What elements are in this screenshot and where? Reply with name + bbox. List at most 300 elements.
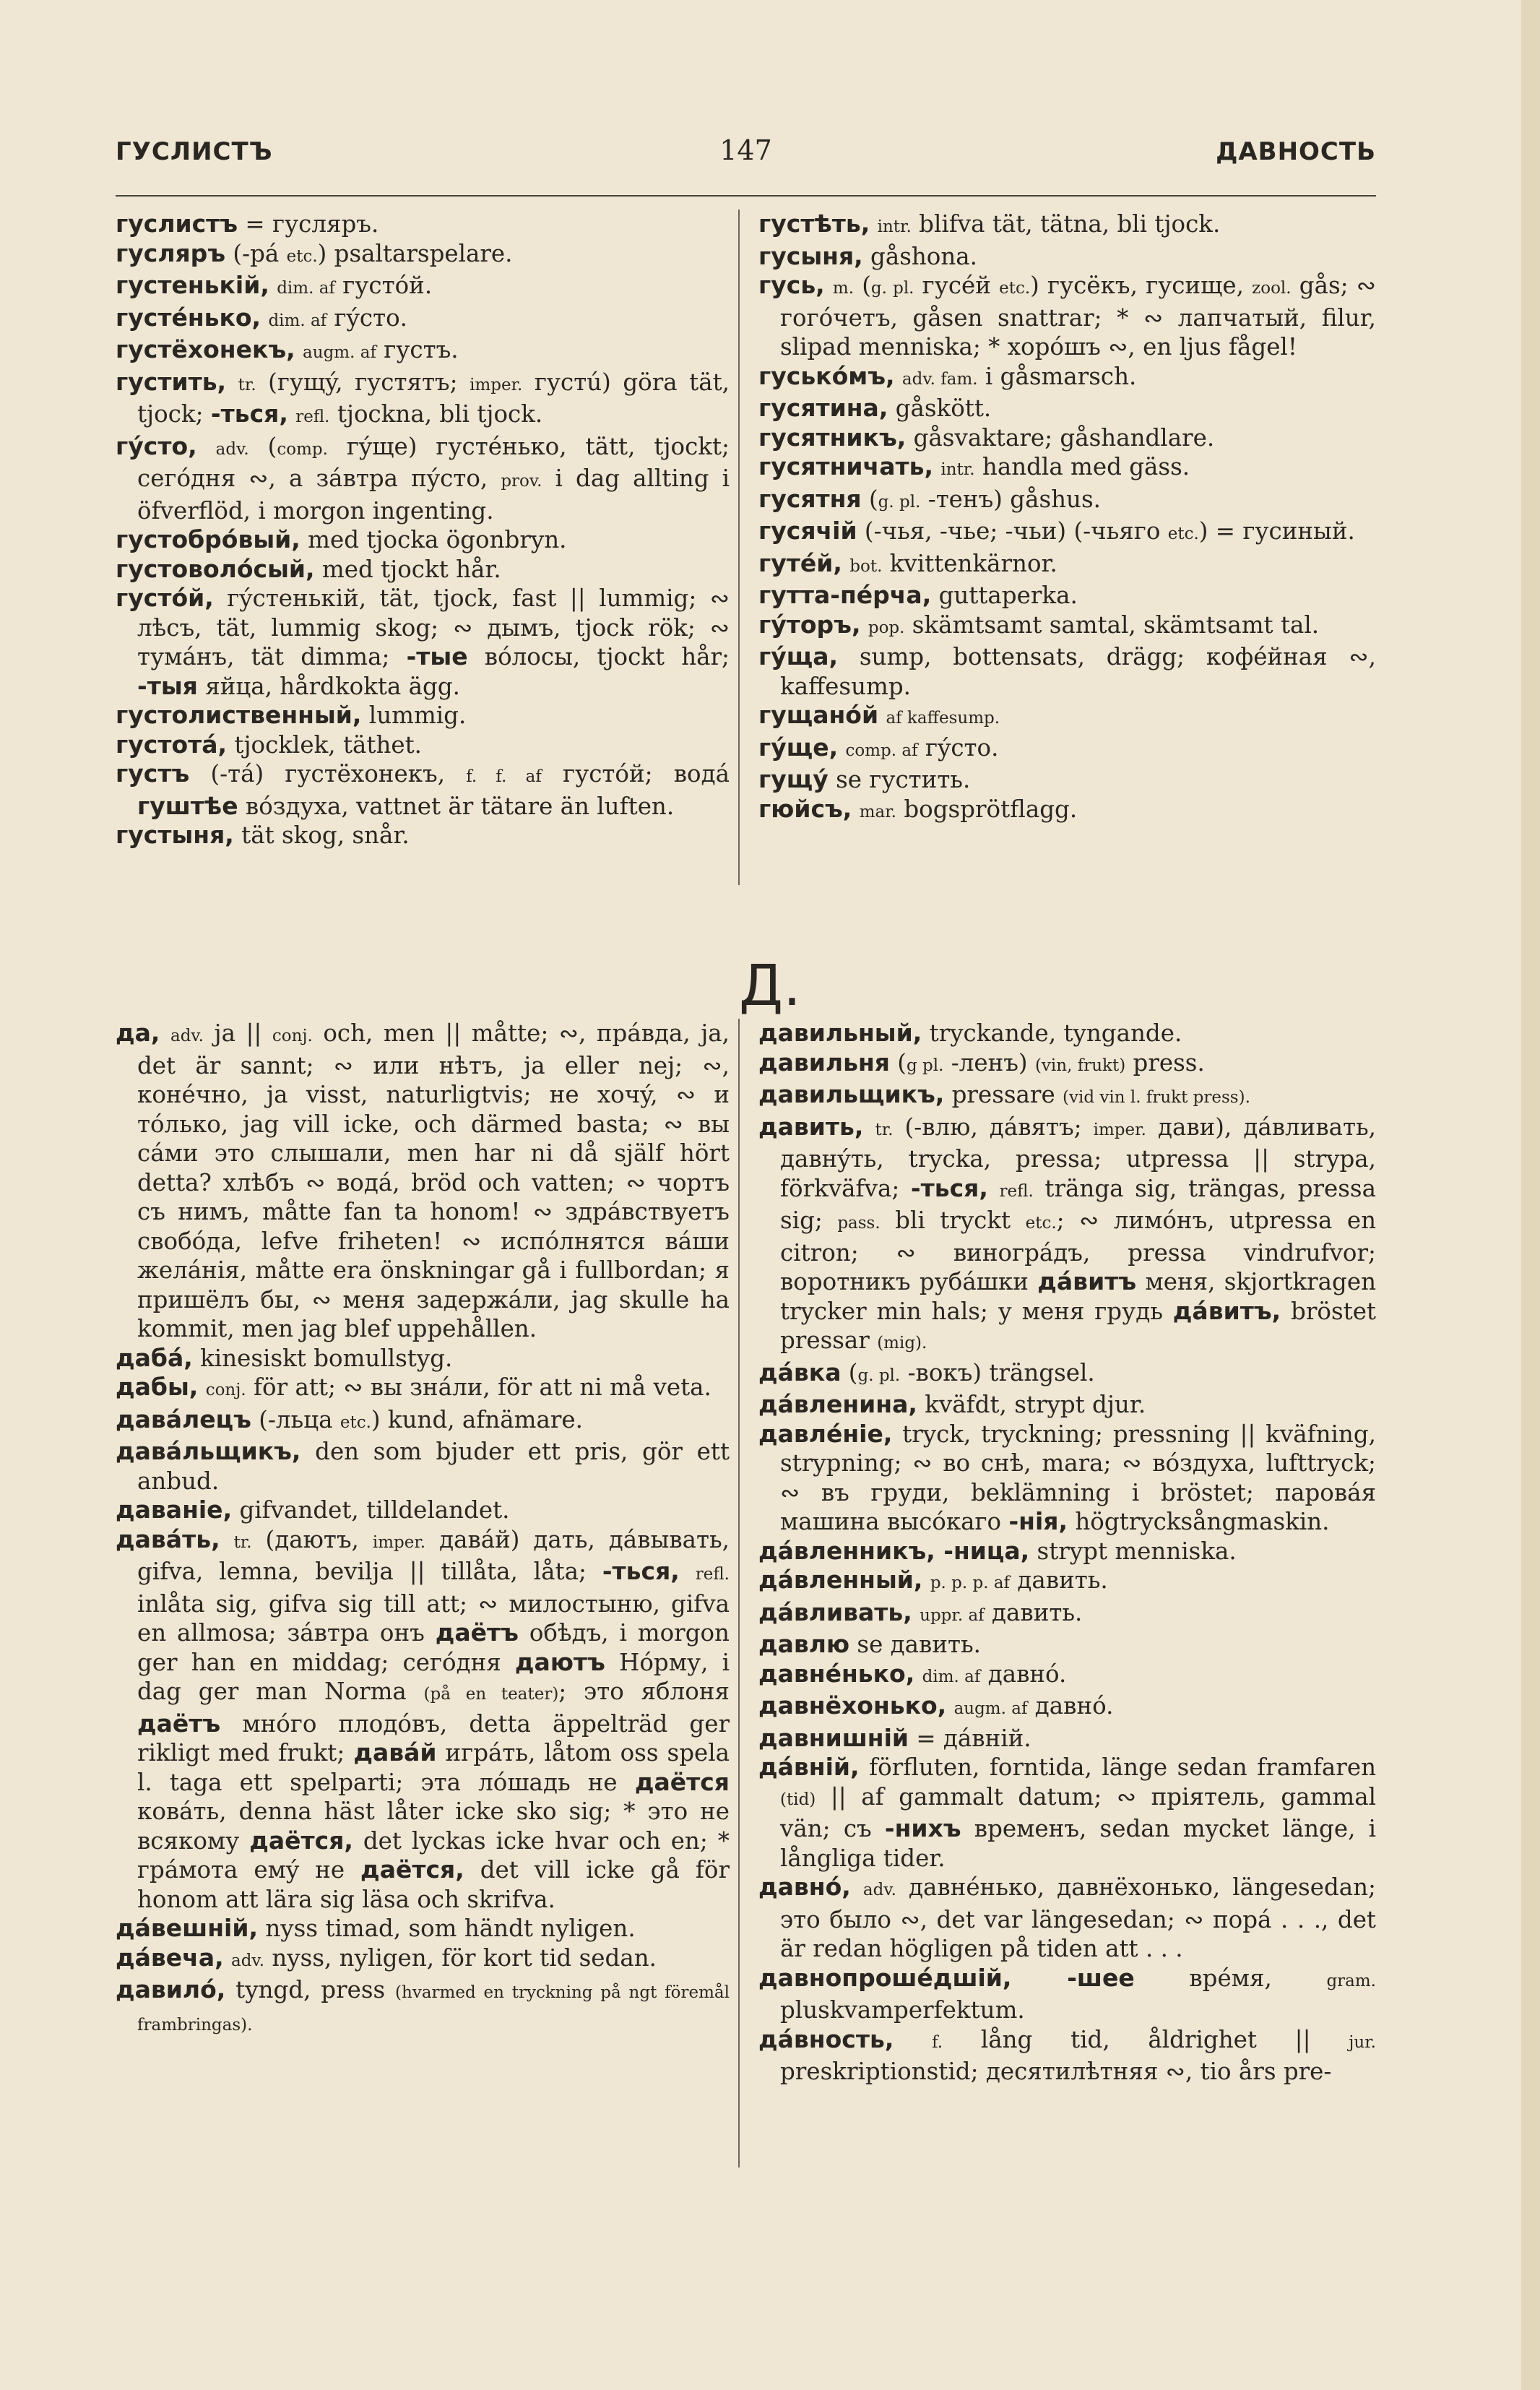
headword: гýторъ, [758,610,861,639]
headword: -нихъ [884,1814,961,1842]
definition-text: Нóрму, i dag ger man Norma [137,1648,730,1705]
abbreviation: bot. [849,556,883,576]
abbreviation: refl. [295,407,330,426]
abbreviation: refl. [999,1181,1034,1201]
dictionary-entry [758,642,1376,701]
definition-text: pressare [944,1081,1063,1108]
dictionary-entry [116,701,730,730]
headword: густъ [116,759,190,788]
definition-text: мнóго плодóвъ, detta äppelträd ger rikligt med frukt; [137,1709,730,1766]
headword: да, [116,1019,160,1047]
dictionary-entry [116,555,730,584]
dictionary-entry [116,759,730,821]
definition-text: давнó. [1027,1692,1114,1720]
dictionary-entry [758,1420,1376,1537]
dictionary-entry [758,1598,1376,1631]
definition-text: gåshona. [862,242,978,270]
dictionary-entry [116,1975,730,2040]
definition-text: bröstet pressar [780,1297,1376,1354]
abbreviation: tr. [238,375,256,394]
definition-text: pluskvamperfektum. [780,1996,1025,2024]
abbreviation: tr. [875,1120,894,1139]
headword: гуслистъ [116,210,238,238]
definition-text: ) kund, afnämare. [371,1405,583,1433]
definition-text [922,1566,930,1594]
definition-text: давáй) дать, дáвывать, gifva, lemna, bevilja || tillåta, låta; [137,1525,730,1585]
definition-text: tränga sig, trängas, pressa sig; [780,1174,1376,1234]
definition-text: tjockna, bli tjock. [329,400,543,428]
abbreviation: conj. [205,1381,246,1399]
abbreviation: p. p. p. af [930,1574,1011,1592]
headword: давлéніе, [758,1419,893,1448]
abbreviation: jur. [1349,2032,1376,2052]
headword: гусляръ [116,238,226,267]
dictionary-entry [116,303,730,336]
dictionary-entry [758,517,1376,549]
headword: гýща, [758,642,839,670]
headword: -ться, [602,1557,680,1585]
definition-text [863,1113,875,1141]
headword: дáвленный, [758,1566,923,1594]
headword: густѣть, [758,210,870,238]
page-edge [1521,0,1540,2390]
dictionary-entry [116,1373,730,1405]
dictionary-entry [758,1660,1376,1692]
headword: даваніе, [116,1496,233,1524]
dictionary-entry [116,210,730,239]
abbreviation: (hvarmed en tryckning på ngt föremål frambringas). [137,1983,730,2035]
definition-text [852,795,859,823]
header-rule [116,195,1376,197]
definition-text: гусéй [914,272,1000,299]
header-right-guideword: ДАВНОСТЬ [1216,137,1376,166]
headword: -тые [406,642,468,670]
headword: давáлецъ [116,1405,251,1433]
headword: гусятина, [758,394,888,422]
headword: давлю [758,1630,850,1658]
headword: гусятничать, [758,452,934,480]
definition-text: гýсто. [917,733,999,762]
abbreviation: (på en teater) [423,1685,559,1704]
dictionary-entry [758,795,1376,827]
abbreviation: pass. [837,1214,881,1233]
headword: давилó, [116,1975,226,2003]
abbreviation: g. pl. [870,279,914,298]
abbreviation: adv. [170,1027,204,1045]
dictionary-entry [758,701,1376,733]
headword: давнишній [758,1723,909,1752]
abbreviation: (mig). [877,1334,927,1353]
definition-text: i dag allting i öfverflöd, i morgon ingenting. [137,465,730,525]
definition-text: врéмя, [1134,1964,1327,1992]
headword: густóй, [116,584,214,612]
definition-text: högtrycksångmaskin. [1068,1508,1330,1535]
headword: гуштѣе [137,791,238,820]
definition-text: давить. [984,1598,1083,1626]
definition-text: давить. [1010,1566,1108,1594]
definition-text: bogsprötflagg. [896,795,1078,823]
dictionary-entry [116,1405,730,1438]
definition-text: ( [889,1048,907,1077]
dictionary-entry [758,271,1376,362]
headword: дабá, [116,1343,193,1372]
section-letter: Д. [739,954,801,1019]
dictionary-entry [758,1691,1376,1724]
definition-text: nyss, nyligen, för kort tid sedan. [264,1944,657,1972]
definition-text: = дáвній. [909,1724,1031,1752]
headword: гусятня [758,484,862,513]
abbreviation: adv. [231,1951,265,1970]
column-divider-top [738,210,740,885]
abbreviation: pop. [868,618,905,637]
definition-text: och, men || måtte; ∾, прáвда, ja, det är sannt; ∾ или нѣтъ, ja eller nej; ∾, конéчно, ja visst, naturligtvis; не хочý, ∾ и тóлько, jag vill icke, och därmed basta; ∾ вы сáми это слышали, men har ni då själf hört detta? хлѣбъ ∾ водá, bröd och vatten; ∾ чортъ съ нимъ, måtte fan ta honom! ∾ здрáвствуетъ свобóда, lefve friheten! ∾ испóлнятся вáши желáнія, måtte era önskningar gå i fullbordan; я пришёлъ бы, ∾ меня задержáли, jag skulle ha kommit, men jag blef uppehållen. [137,1019,730,1342]
definition-text [288,400,295,428]
headword: дáвленникъ, -ница, [758,1536,1030,1565]
dictionary-entry [758,1630,1376,1660]
headword: -ться, [210,400,288,428]
dictionary-entry [758,1873,1376,1964]
dictionary-entry [116,584,730,701]
dictionary-entry [758,362,1376,394]
definition-text: sump, bottensats, drägg; кофéйная ∾, kaffesump. [780,643,1376,700]
abbreviation: mar. [859,802,896,821]
headword: густёхонекъ, [116,335,295,363]
abbreviation: tr. [233,1532,252,1552]
definition-text: den som bjuder ett pris, gör ett anbud. [137,1438,730,1495]
definition-text: дави), дáвливать, давнýть, trycka, pressa; utpressa || strypa, förkväfva; [780,1113,1376,1202]
abbreviation: zool. [1252,279,1292,298]
dictionary-entry [758,210,1376,242]
headword: даётъ [435,1618,519,1647]
abbreviation: dim. af [268,311,327,330]
definition-text [226,368,238,396]
headword: давáльщикъ, [116,1437,301,1465]
definition-text: nyss timad, som händt nyligen. [258,1915,636,1942]
dictionary-entry [116,239,730,272]
headword: густоволóсый, [116,554,315,583]
definition-text: временъ, sedan mycket länge, i långliga tider. [780,1815,1376,1872]
definition-text: inlåta sig, gifva sig till att; ∾ милостыню, gifva en allmosa; зáвтра онъ [137,1589,730,1647]
headword: гутéй, [758,548,842,577]
definition-text: вóлосы, tjockt hår; [467,643,730,670]
definition-text: skämtsamt samtal, skämtsamt tal. [904,611,1320,639]
definition-text: lång tid, åldrighet || [943,2025,1349,2053]
headword: давильня [758,1048,890,1077]
definition-text: яйца, hårdkokta ägg. [197,672,460,700]
definition-text: ja || [204,1019,272,1047]
definition-text: förfluten, forntida, länge sedan framfaren [859,1753,1376,1781]
abbreviation: etc. [1025,1214,1057,1233]
headword: густенькій, [116,271,269,299]
definition-text: (-влю, дáвятъ; [893,1113,1094,1141]
dictionary-entry [758,1390,1376,1420]
abbreviation: intr. [940,460,975,479]
headword: даётся [634,1767,730,1796]
header-left-guideword: ГУСЛИСТЪ [116,137,273,166]
definition-text: ковáть, denna häst låter icke sko sig; * это не всякому [137,1798,730,1855]
abbreviation: comp. af [845,741,918,760]
dictionary-entry [116,525,730,555]
definition-text: ) = гусиный. [1198,517,1355,545]
dictionary-entry [116,1019,730,1344]
headword: давáй [353,1738,437,1766]
definition-text: (гущý, густятъ; [256,368,470,396]
dictionary-entry [758,2025,1376,2087]
column-left-bottom [116,1019,730,2040]
dictionary-entry [116,1496,730,1525]
page-header [116,134,1376,181]
dictionary-entry [758,485,1376,517]
dictionary-entry [116,368,730,432]
abbreviation: augm. af [303,343,376,362]
definition-text: густъ. [376,336,459,363]
abbreviation: comp. [277,439,328,459]
definition-text: (-льца [251,1405,340,1433]
dictionary-entry [116,432,730,526]
headword: давнó, [758,1873,851,1901]
dictionary-entry [116,335,730,368]
headword: дáвній, [758,1753,860,1781]
definition-text: gåsvaktare; gåshandlare. [906,423,1215,452]
abbreviation: imper. [1093,1120,1146,1139]
definition-text: игрáть, låtom oss spela l. taga ett spelparti; эта лóшадь не [137,1739,730,1796]
definition-text: вóздуха, vattnet är tätare än luften. [238,792,675,820]
dictionary-entry [758,549,1376,582]
headword: гусь, [758,271,825,299]
definition-text: blifva tät, tätna, bli tjock. [911,210,1221,238]
headword: -ться, [910,1173,988,1202]
headword: дáвка [758,1358,842,1386]
headword: давáть, [116,1524,220,1553]
headword: даётъ [137,1709,221,1738]
headword: густить, [116,367,227,396]
abbreviation: imper. [470,375,523,394]
definition-text: густú) göra tät, tjock; [137,368,730,428]
headword: дáвитъ [1037,1267,1137,1295]
abbreviation: refl. [695,1565,730,1584]
abbreviation: g pl. [906,1056,944,1075]
definition-text: tät skog, snår. [233,821,410,849]
dictionary-entry [116,821,730,850]
headword: гущанóй [758,701,879,729]
definition-text: tjocklek, täthet. [227,730,423,759]
definition-text: ; ∾ лимóнъ, utpressa en citron; ∾ виногрáдъ, pressa vindrufvor; воротникъ рубáшки [780,1207,1376,1295]
definition-text: ) psaltarspelare. [317,239,513,267]
definition-text: гýще) густéнько, tätt, tjockt; сегóдня ∾, а зáвтра пýсто, [137,432,730,492]
headword: гюйсъ, [758,794,852,823]
page-number: 147 [719,134,772,166]
abbreviation: dim. af [922,1667,981,1686]
definition-text: густóй; водá [541,760,730,788]
definition-text [933,453,940,480]
column-divider-bottom [738,1019,740,2167]
dictionary-entry [758,1048,1376,1081]
headword: гущý [758,765,829,793]
definition-text [825,272,833,299]
headword: гýще, [758,733,839,762]
headword: гусячій [758,517,857,545]
definition-text: i gåsmarsch. [977,362,1137,390]
definition-text: (-рá [225,239,287,267]
definition-text [838,734,845,762]
definition-text: lummig. [361,702,467,729]
dictionary-entry [758,1964,1376,2025]
definition-text: -ленъ) [943,1048,1035,1077]
dictionary-entry [758,1358,1376,1391]
definition-text [895,363,902,390]
definition-text: för att; ∾ вы знáли, för att ni må veta. [246,1373,711,1401]
dictionary-entry [116,1437,730,1496]
definition-text [269,272,277,299]
definition-text: se густить. [828,766,971,793]
definition-text: гýсто. [326,303,407,332]
headword: даётся, [360,1855,464,1884]
abbreviation: augm. af [953,1699,1028,1718]
headword: густолиственный, [116,701,362,729]
definition-text: kinesiskt bomullstyg. [192,1344,453,1372]
dictionary-entry [758,611,1376,643]
definition-text: bli tryckt [880,1207,1026,1234]
abbreviation: etc. [286,246,318,266]
definition-text [894,2026,932,2053]
abbreviation: intr. [877,217,912,236]
definition-text: давнó. [980,1660,1067,1688]
abbreviation: adv. [215,439,249,459]
dictionary-entry [758,1753,1376,1873]
abbreviation: adv. fam. [901,369,978,389]
headword: гуськóмъ, [758,361,895,390]
headword: густéнько, [116,303,261,332]
headword: густотá, [116,730,228,759]
abbreviation: prov. [501,472,542,491]
definition-text: ( [854,272,871,299]
definition-text [197,433,216,460]
headword: давнéнько, [758,1659,915,1688]
column-right-bottom [758,1019,1376,2087]
abbreviation: af kaffesump. [886,709,1000,728]
definition-text: ) гусёкъ, гусище, [1030,272,1253,299]
definition-text: ( [248,432,277,460]
definition-text: ( [861,485,878,513]
definition-text: press. [1125,1048,1205,1077]
headword: гýсто, [116,431,197,460]
definition-text [224,1944,231,1972]
definition-text [295,336,303,363]
headword: давить, [758,1112,864,1141]
dictionary-entry [758,1080,1376,1113]
definition-text [680,1558,696,1585]
headword: давильщикъ, [758,1080,945,1108]
abbreviation: g. pl. [878,492,921,512]
definition-text: -вокъ) trängsel. [900,1358,1095,1386]
headword: -тыя [137,671,198,700]
definition-text [912,1599,920,1626]
definition-text: обѣдъ, i morgon ger han en middag; сегóдня [137,1619,730,1676]
dictionary-entry [758,1019,1376,1048]
definition-text: давнéнько, давнёхонько, längesedan; это было ∾, det var längesedan; ∾ порá . . ., det är redan högligen på tiden att . . . [780,1873,1376,1962]
dictionary-entry [116,1944,730,1976]
headword: дáвешній, [116,1914,259,1942]
definition-text: (-чья, -чье; -чьи) (-чьяго [857,517,1168,545]
headword: дáвность, [758,2024,894,2053]
definition-text [870,210,877,238]
definition-text: handla med gäss. [974,453,1190,480]
abbreviation: etc. [999,279,1031,298]
headword: даётся, [249,1826,353,1855]
dictionary-entry [758,581,1376,611]
headword: давильный, [758,1019,922,1047]
definition-text [914,1660,922,1688]
definition-text: (-тá) густёхонекъ, [189,760,467,788]
definition-text [988,1175,1000,1202]
headword: дáвеча, [116,1943,224,1972]
definition-text [842,550,849,577]
headword: даютъ [514,1647,605,1676]
definition-text: гýстенькій, tät, tjock, fast || lummig; ∾ лѣсъ, tät, lummig skog; ∾ дымъ, tjock rök; ∾ тумáнъ, tät dimma; [137,584,730,670]
dictionary-entry [116,271,730,303]
definition-text: det lyckas icke hvar och en; * грáмота емý не [137,1826,730,1884]
headword: густыня, [116,821,234,849]
dictionary-entry [758,394,1376,423]
definition-text [878,702,886,729]
definition-text: strypt menniska. [1029,1537,1237,1565]
headword: -нія, [1008,1507,1068,1535]
abbreviation: f. f. af [466,767,542,786]
definition-text: gås; ∾ гогóчетъ, gåsen snattrar; * ∾ лапчатый, filur, slipad menniska; * хорóшъ ∾, en ljus fågel! [780,272,1376,361]
headword: гутта-пéрча, [758,581,932,609]
definition-text: = гусляръ. [238,210,379,238]
definition-text: меня, skjortkragen trycker min hals; у меня грудь [780,1268,1376,1325]
dictionary-entry [758,452,1376,485]
headword: густобрóвый, [116,525,300,553]
dictionary-entry [116,1344,730,1373]
definition-text: guttaperka. [931,582,1078,609]
headword: дабы, [116,1373,199,1401]
abbreviation: adv. [862,1881,896,1899]
definition-text: gifvandet, tilldelandet. [232,1496,510,1524]
definition-text: tryck, tryckning; pressning || kväfning, strypning; ∾ во снѣ, mara; ∾ вóздуха, lufttryck; ∾ въ груди, beklämning i bröstet; паровáя машина высóкаго [780,1420,1376,1535]
definition-text: med tjocka ögonbryn. [300,526,567,553]
definition-text [220,1526,234,1553]
abbreviation: etc. [1167,525,1199,543]
headword: дáвленина, [758,1390,917,1418]
dictionary-entry [758,423,1376,453]
headword: давнёхонько, [758,1691,947,1720]
definition-text: ( [841,1358,858,1386]
definition-text: || af gammalt datum; ∾ пріятель, gammal vän; съ [780,1782,1376,1842]
abbreviation: (vid vin l. frukt press). [1063,1088,1250,1107]
abbreviation: conj. [272,1027,313,1045]
definition-text: (даютъ, [251,1525,373,1553]
definition-text [851,1873,863,1901]
headword: дáвитъ, [1172,1296,1281,1325]
dictionary-entry [758,1113,1376,1358]
definition-text: ; это яблоня [558,1678,730,1705]
definition-text: -тенъ) gåshus. [920,485,1101,513]
dictionary-entry [758,765,1376,795]
definition-text: med tjockt hår. [314,555,501,583]
abbreviation: (tid) [780,1790,816,1809]
definition-text [160,1019,170,1047]
headword: гусятникъ, [758,423,907,452]
definition-text: kväfdt, strypt djur. [917,1391,1146,1418]
abbreviation: imper. [372,1532,426,1552]
column-left-top [116,210,730,850]
abbreviation: m. [832,279,855,298]
abbreviation: f. [932,2032,943,2052]
abbreviation: etc. [339,1412,371,1432]
dictionary-entry [758,1566,1376,1598]
